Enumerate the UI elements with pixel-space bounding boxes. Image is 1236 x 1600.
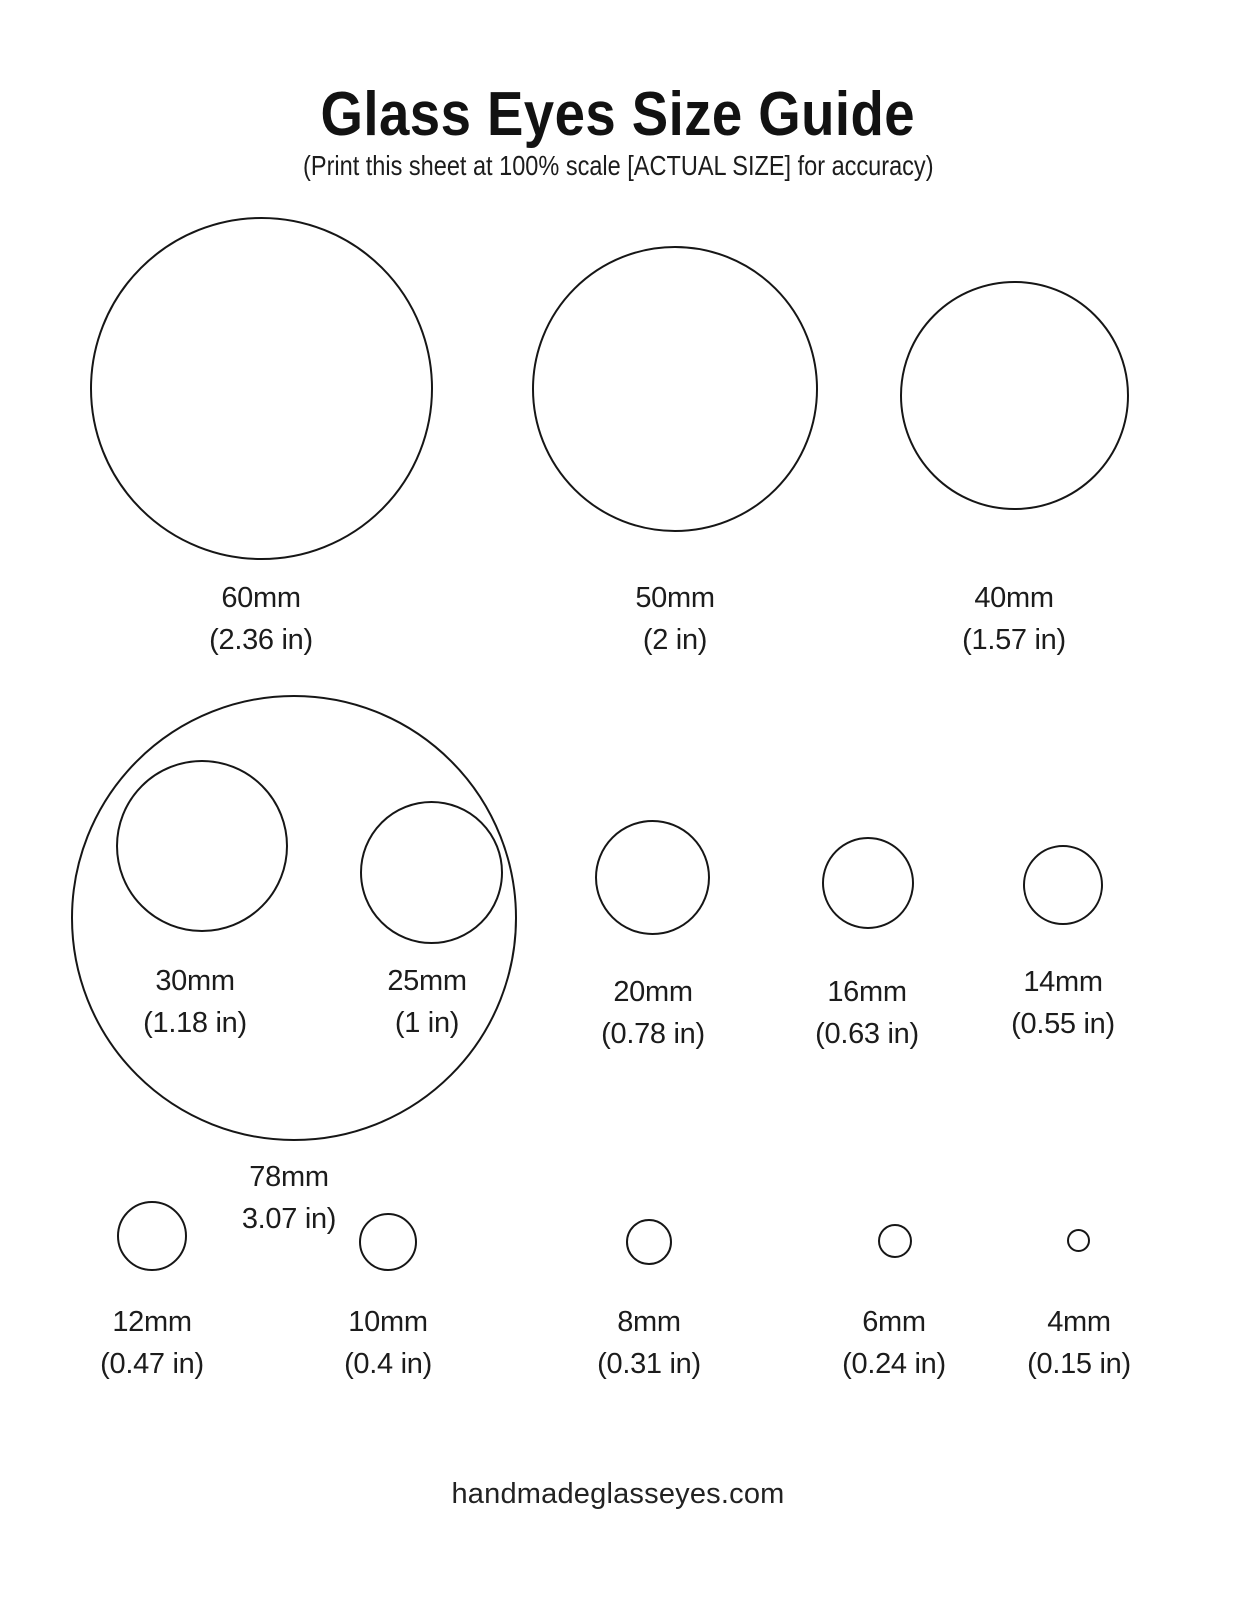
footer-url: handmadeglasseyes.com <box>451 1478 785 1510</box>
size-circle-20mm <box>595 820 710 935</box>
size-mm-text: 20mm <box>613 976 693 1008</box>
size-mm-text: 50mm <box>635 582 715 614</box>
size-label-4mm <box>1027 1301 1131 1385</box>
size-mm-text: 78mm <box>249 1161 329 1193</box>
size-inch-text: (0.31 in) <box>597 1348 701 1380</box>
size-label-6mm <box>842 1301 946 1385</box>
page-subtitle-text: (Print this sheet at 100% scale [ACTUAL SIZE] for accuracy) <box>302 150 934 181</box>
size-mm-text: 6mm <box>862 1306 926 1338</box>
size-inch-text: (0.63 in) <box>815 1018 919 1050</box>
size-inch-text: (0.78 in) <box>601 1018 705 1050</box>
size-inch-text: (0.55 in) <box>1011 1008 1115 1040</box>
size-circle-14mm <box>1023 845 1103 925</box>
size-inch-text: (2.36 in) <box>209 624 313 656</box>
size-inch-text: (1.18 in) <box>143 1007 247 1039</box>
size-label-50mm <box>635 577 714 661</box>
size-label-40mm <box>962 577 1066 661</box>
size-mm-text: 14mm <box>1023 966 1103 998</box>
size-circle-60mm <box>90 217 433 560</box>
page-subtitle <box>0 149 1236 183</box>
size-circle-6mm <box>878 1224 912 1258</box>
size-label-60mm <box>209 577 313 661</box>
size-label-12mm <box>100 1301 204 1385</box>
size-circle-12mm <box>117 1201 187 1271</box>
size-circle-8mm <box>626 1219 672 1265</box>
size-mm-text: 12mm <box>112 1306 192 1338</box>
size-inch-text: (0.15 in) <box>1027 1348 1131 1380</box>
size-mm-text: 25mm <box>387 965 467 997</box>
size-mm-text: 8mm <box>617 1306 681 1338</box>
size-inch-text: (0.47 in) <box>100 1348 204 1380</box>
size-label-16mm <box>815 971 919 1055</box>
size-mm-text: 30mm <box>155 965 235 997</box>
size-mm-text: 4mm <box>1047 1306 1111 1338</box>
size-mm-text: 16mm <box>827 976 907 1008</box>
size-circle-16mm <box>822 837 914 929</box>
size-circle-10mm <box>359 1213 417 1271</box>
size-inch-text: (1.57 in) <box>962 624 1066 656</box>
size-inch-text: 3.07 in) <box>241 1203 337 1235</box>
page-title <box>0 80 1236 149</box>
size-label-8mm <box>597 1301 701 1385</box>
size-circle-40mm <box>900 281 1129 510</box>
size-label-14mm <box>1011 961 1115 1045</box>
size-inch-text: (1 in) <box>394 1007 460 1039</box>
size-mm-text: 60mm <box>221 582 301 614</box>
size-label-10mm <box>344 1301 432 1385</box>
size-mm-text: 10mm <box>348 1306 428 1338</box>
size-circle-50mm <box>532 246 818 532</box>
size-label-25mm <box>387 960 466 1044</box>
page-title-text: Glass Eyes Size Guide <box>320 80 916 149</box>
size-circle-25mm <box>360 801 503 944</box>
size-circle-30mm <box>116 760 288 932</box>
size-inch-text: (2 in) <box>642 624 708 656</box>
size-label-30mm <box>143 960 247 1044</box>
size-label-78mm <box>242 1156 336 1240</box>
size-circle-4mm <box>1067 1229 1090 1252</box>
size-label-20mm <box>601 971 705 1055</box>
size-inch-text: (0.24 in) <box>842 1348 946 1380</box>
size-mm-text: 40mm <box>974 582 1054 614</box>
size-inch-text: (0.4 in) <box>344 1348 432 1380</box>
